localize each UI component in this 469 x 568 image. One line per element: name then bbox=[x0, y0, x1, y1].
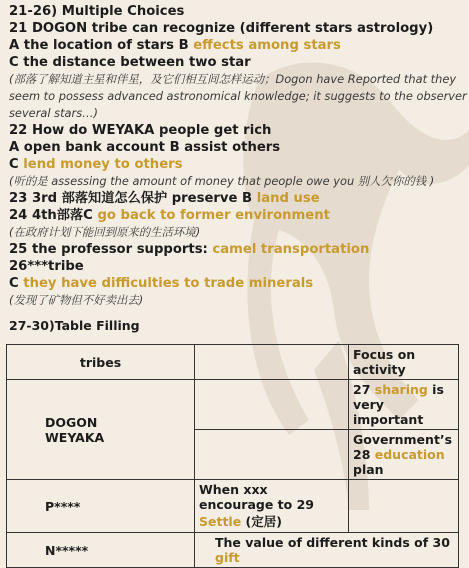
tribe-p: P**** bbox=[7, 480, 195, 533]
q22-option-c bbox=[9, 156, 463, 173]
cell-30 bbox=[195, 533, 459, 568]
q24-answer: go back to former environment bbox=[97, 208, 330, 223]
q24-text: 24 4th部落C bbox=[9, 208, 98, 223]
q21-options-ab bbox=[9, 37, 463, 54]
answer-27: sharing bbox=[374, 382, 428, 397]
tribe-dogon: DOGON bbox=[45, 414, 98, 430]
p29-post: (定居) bbox=[241, 514, 282, 529]
q23-text: 23 3rd 部落知道怎么保护 preserve B bbox=[9, 191, 257, 206]
r27-pre: 27 bbox=[353, 382, 375, 397]
p29-pre: When xxx encourage to 29 bbox=[199, 482, 314, 512]
cell-empty-28 bbox=[195, 430, 349, 480]
q25-line bbox=[9, 241, 463, 258]
q22-note: (听的是 assessing the amount of money that people owe you 别人欠你的钱 ) bbox=[9, 174, 435, 188]
cell-dogon-weyaka bbox=[7, 380, 195, 480]
answer-28: education bbox=[374, 447, 445, 462]
q25-text: 25 the professor supports: bbox=[9, 242, 213, 257]
table-row-n-30 bbox=[7, 533, 459, 568]
q23-answer: land use bbox=[256, 191, 320, 206]
header-empty bbox=[195, 345, 349, 380]
table-filling bbox=[6, 344, 459, 568]
table-row-dogon-27 bbox=[7, 380, 459, 430]
q21-note-line2: seem to possess advanced astronomical knowledge; it suggests to the observer bbox=[9, 89, 467, 103]
q25-answer: camel transportation bbox=[212, 242, 370, 257]
tribe-weyaka: WEYAKA bbox=[45, 429, 105, 445]
table-header-row bbox=[7, 345, 459, 380]
q21-ab-text: A the location of stars B bbox=[9, 38, 194, 53]
q21-note-line3: several stars…) bbox=[9, 106, 98, 120]
r28-post: plan bbox=[353, 462, 384, 477]
q26-option-c bbox=[9, 275, 463, 292]
cell-empty-29 bbox=[349, 480, 459, 533]
r28-pre: Government’s 28 bbox=[353, 432, 453, 462]
q26-stem: 26***tribe bbox=[9, 259, 84, 274]
table-row-p-29 bbox=[7, 480, 459, 533]
q22-options-ab: A open bank account B assist others bbox=[9, 140, 281, 155]
cell-27 bbox=[349, 380, 459, 430]
header-tribes: tribes bbox=[7, 345, 195, 380]
answer-29: Settle bbox=[199, 514, 242, 529]
q23-line bbox=[9, 190, 463, 207]
multiple-choice-section bbox=[9, 3, 467, 309]
header-focus: Focus on activity bbox=[349, 345, 459, 380]
cell-28 bbox=[349, 430, 459, 480]
cell-empty-27 bbox=[195, 380, 349, 430]
q21-answer: effects among stars bbox=[193, 38, 341, 53]
q21-note-line1: (部落了解知道主星和伴星，及它们相互间怎样运动；Dogon have Reported that they bbox=[9, 72, 457, 86]
q24-note: (在政府计划下能回到原来的生活环境) bbox=[9, 225, 201, 239]
q22-answer: lend money to others bbox=[23, 157, 183, 172]
q26-c-prefix: C bbox=[9, 276, 24, 291]
q21-stem: 21 DOGON tribe can recognize (different stars astrology) bbox=[9, 21, 434, 36]
tribe-n: N***** bbox=[7, 533, 195, 568]
section-heading-27-30: 27-30)Table Filling bbox=[9, 318, 140, 333]
cell-29 bbox=[195, 480, 349, 533]
r27-post: is very important bbox=[353, 382, 444, 427]
n30-pre: The value of different kinds of 30 bbox=[215, 535, 450, 550]
section-heading-21-26: 21-26) Multiple Choices bbox=[9, 4, 185, 19]
q21-option-c: C the distance between two star bbox=[9, 55, 251, 70]
q22-stem: 22 How do WEYAKA people get rich bbox=[9, 123, 272, 138]
q26-note: (发现了矿物但不好卖出去) bbox=[9, 293, 144, 307]
q24-line bbox=[9, 207, 463, 224]
q26-answer: they have difficulties to trade minerals bbox=[23, 276, 314, 291]
answer-30: gift bbox=[215, 550, 240, 565]
q22-c-prefix: C bbox=[9, 157, 24, 172]
